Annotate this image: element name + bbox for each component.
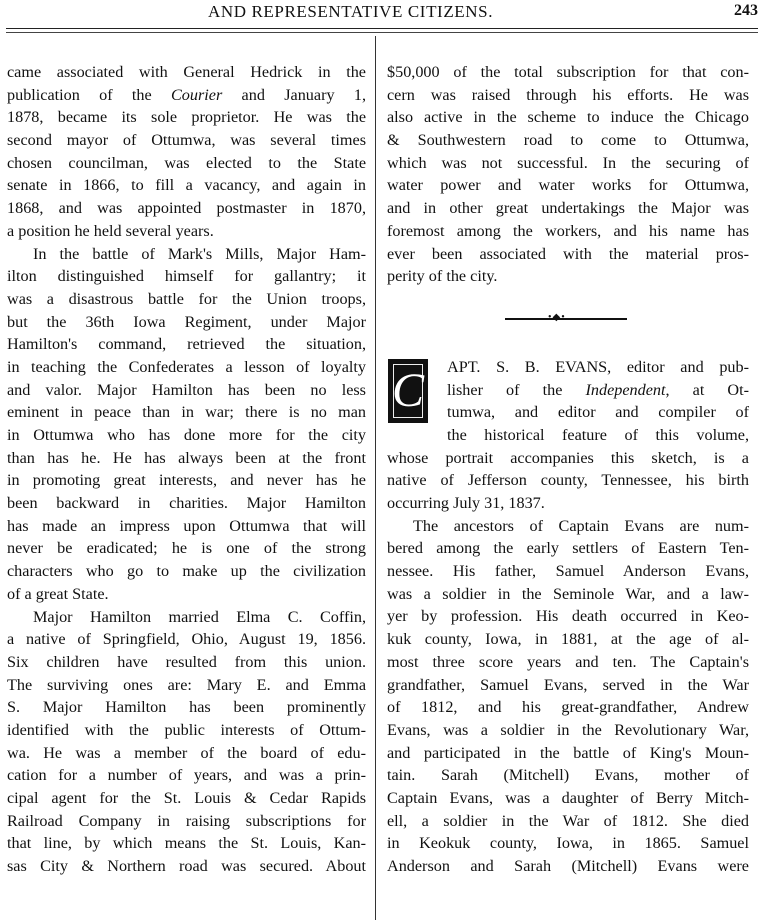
text-line: foremost among the workers, and his name has [387, 221, 749, 240]
text-line: perity of the city. [387, 267, 498, 286]
text-line: eminent in peace than in war; there is no man [7, 403, 366, 422]
text-line: $50,000 of the total subscription for that con- [387, 63, 749, 81]
text-line: was a disastrous battle for the Union troops, [7, 289, 366, 308]
text-line: grandfather, Samuel Evans, served in the War [387, 675, 749, 694]
text-line: Anderson and Sarah (Mitchell) Evans were [387, 857, 749, 875]
text-line: in teaching the Confederates a lesson of loyalty [7, 357, 366, 376]
page-number: 243 [734, 2, 758, 19]
text-line: cern was raised through his efforts. He was [387, 85, 749, 104]
drop-cap-letter: C [391, 363, 424, 417]
text-line: and in other great undertakings the Major was [387, 199, 749, 218]
text-line: which was not successful. In the securing of [387, 153, 749, 172]
text-line: ilton distinguished himself for gallantry; it [7, 267, 366, 286]
ornament-glyph: •◆• [548, 311, 566, 323]
section-ornament [387, 296, 749, 334]
text-line: occurring July 31, 1837. [387, 494, 545, 512]
text-line: bered among the early settlers of Eastern Ten- [387, 539, 749, 558]
text-line: in Ottumwa who has done more for the city [7, 426, 366, 444]
text-line: Captain Evans, was a daughter of Berry Mitch- [387, 788, 749, 807]
header-rule-lower [6, 32, 758, 33]
text-line: yer by profession. His death occurred in Keo- [387, 607, 749, 626]
running-head: AND REPRESENTATIVE CITIZENS. [208, 2, 494, 21]
text-line: APT. S. B. EVANS, editor and pub- [447, 357, 749, 376]
text-line: nessee. His father, Samuel Anderson Evans, [387, 562, 749, 581]
text-line: characters who go to make up the civilization [7, 562, 366, 581]
text-line: tain. Sarah (Mitchell) Evans, mother of [387, 766, 749, 785]
text-line: whose portrait accompanies this sketch, is a [387, 448, 749, 467]
text-line: than has he. He has always been at the front [7, 448, 366, 467]
text-line: sas City & Northern road was secured. About [7, 857, 366, 876]
text-line: & Southwestern road to come to Ottumwa, [387, 131, 749, 150]
text-line: has made an impress upon Ottumwa that will [7, 516, 366, 535]
text-line: wa. He was a member of the board of edu- [7, 743, 366, 762]
text-line: cation for a number of years, and was a prin- [7, 766, 366, 785]
text-line: Six children have resulted from this union. [7, 652, 366, 671]
text-line: Evans, was a soldier in the Revolutionary War, [387, 720, 749, 739]
text-line: Hamilton's command, retrieved the situation, [7, 335, 366, 354]
ornament-rule [505, 318, 627, 320]
text-line: ever been associated with the material pros- [387, 244, 749, 263]
text-line: publication of the Courier and January 1, [7, 85, 367, 104]
text-line: S. Major Hamilton has been prominently [7, 698, 366, 717]
text-line: ell, a soldier in the War of 1812. She died [387, 811, 749, 830]
text-line: Major Hamilton married Elma C. Coffin, [33, 607, 366, 626]
text-line: identified with the public interests of Ottum- [7, 720, 366, 739]
text-line: senate in 1866, to fill a vacancy, and again in [7, 176, 366, 195]
text-line: was a soldier in the Seminole War, and a law- [387, 584, 749, 603]
text-line: and participated in the battle of King's Moun- [387, 743, 749, 762]
right-column [387, 61, 749, 878]
text-line: that line, by which means the St. Louis, Kan- [7, 834, 366, 853]
text-line: tumwa, and editor and compiler of [447, 403, 749, 422]
text-line: In the battle of Mark's Mills, Major Ham- [33, 244, 366, 263]
text-line: second mayor of Ottumwa, was several times [7, 131, 366, 150]
text-line: most three score years and ten. The Captain's [387, 652, 749, 671]
text-line: lisher of the Independent, at Ot- [447, 380, 749, 399]
text-line: kuk county, Iowa, in 1881, at the age of al- [387, 630, 749, 649]
text-line: the historical feature of this volume, [447, 425, 749, 444]
text-line: never be eradicated; he is one of the strong [7, 539, 366, 558]
drop-cap [388, 359, 428, 423]
text-line: 1868, and was appointed postmaster in 1870, [7, 199, 366, 218]
text-line: also active in the scheme to induce the Chicago [387, 108, 749, 127]
evans-section [387, 356, 749, 878]
text-line: been backward in charities. Major Hamilton [7, 494, 366, 513]
text-line: cipal agent for the St. Louis & Cedar Rapids [7, 789, 366, 807]
text-line: but the 36th Iowa Regiment, under Major [7, 312, 366, 331]
text-line: water power and water works for Ottumwa, [387, 176, 749, 195]
column-divider [375, 36, 376, 920]
text-line: a native of Springfield, Ohio, August 19, 1856. [7, 630, 366, 649]
text-line: chosen councilman, was elected to the State [7, 153, 366, 172]
text-line: native of Jefferson county, Tennessee, his birth [387, 471, 749, 490]
text-line: Railroad Company in raising subscriptions for [7, 811, 366, 830]
text-line: in promoting great interests, and never has he [7, 471, 366, 490]
text-line: The ancestors of Captain Evans are num- [413, 516, 749, 535]
text-line: came associated with General Hedrick in the [7, 63, 366, 81]
text-line: of 1812, and his great-grandfather, Andrew [387, 698, 749, 717]
header-rule [6, 28, 758, 29]
page-header [0, 0, 764, 30]
text-line: of a great State. [7, 584, 109, 603]
text-line: and valor. Major Hamilton has been no less [7, 380, 366, 399]
text-line: 1878, became its sole proprietor. He was the [7, 108, 366, 127]
text-line: a position he held several years. [7, 221, 214, 240]
text-line: in Keokuk county, Iowa, in 1865. Samuel [387, 834, 749, 853]
left-column [7, 61, 366, 878]
text-line: The surviving ones are: Mary E. and Emma [7, 675, 366, 694]
